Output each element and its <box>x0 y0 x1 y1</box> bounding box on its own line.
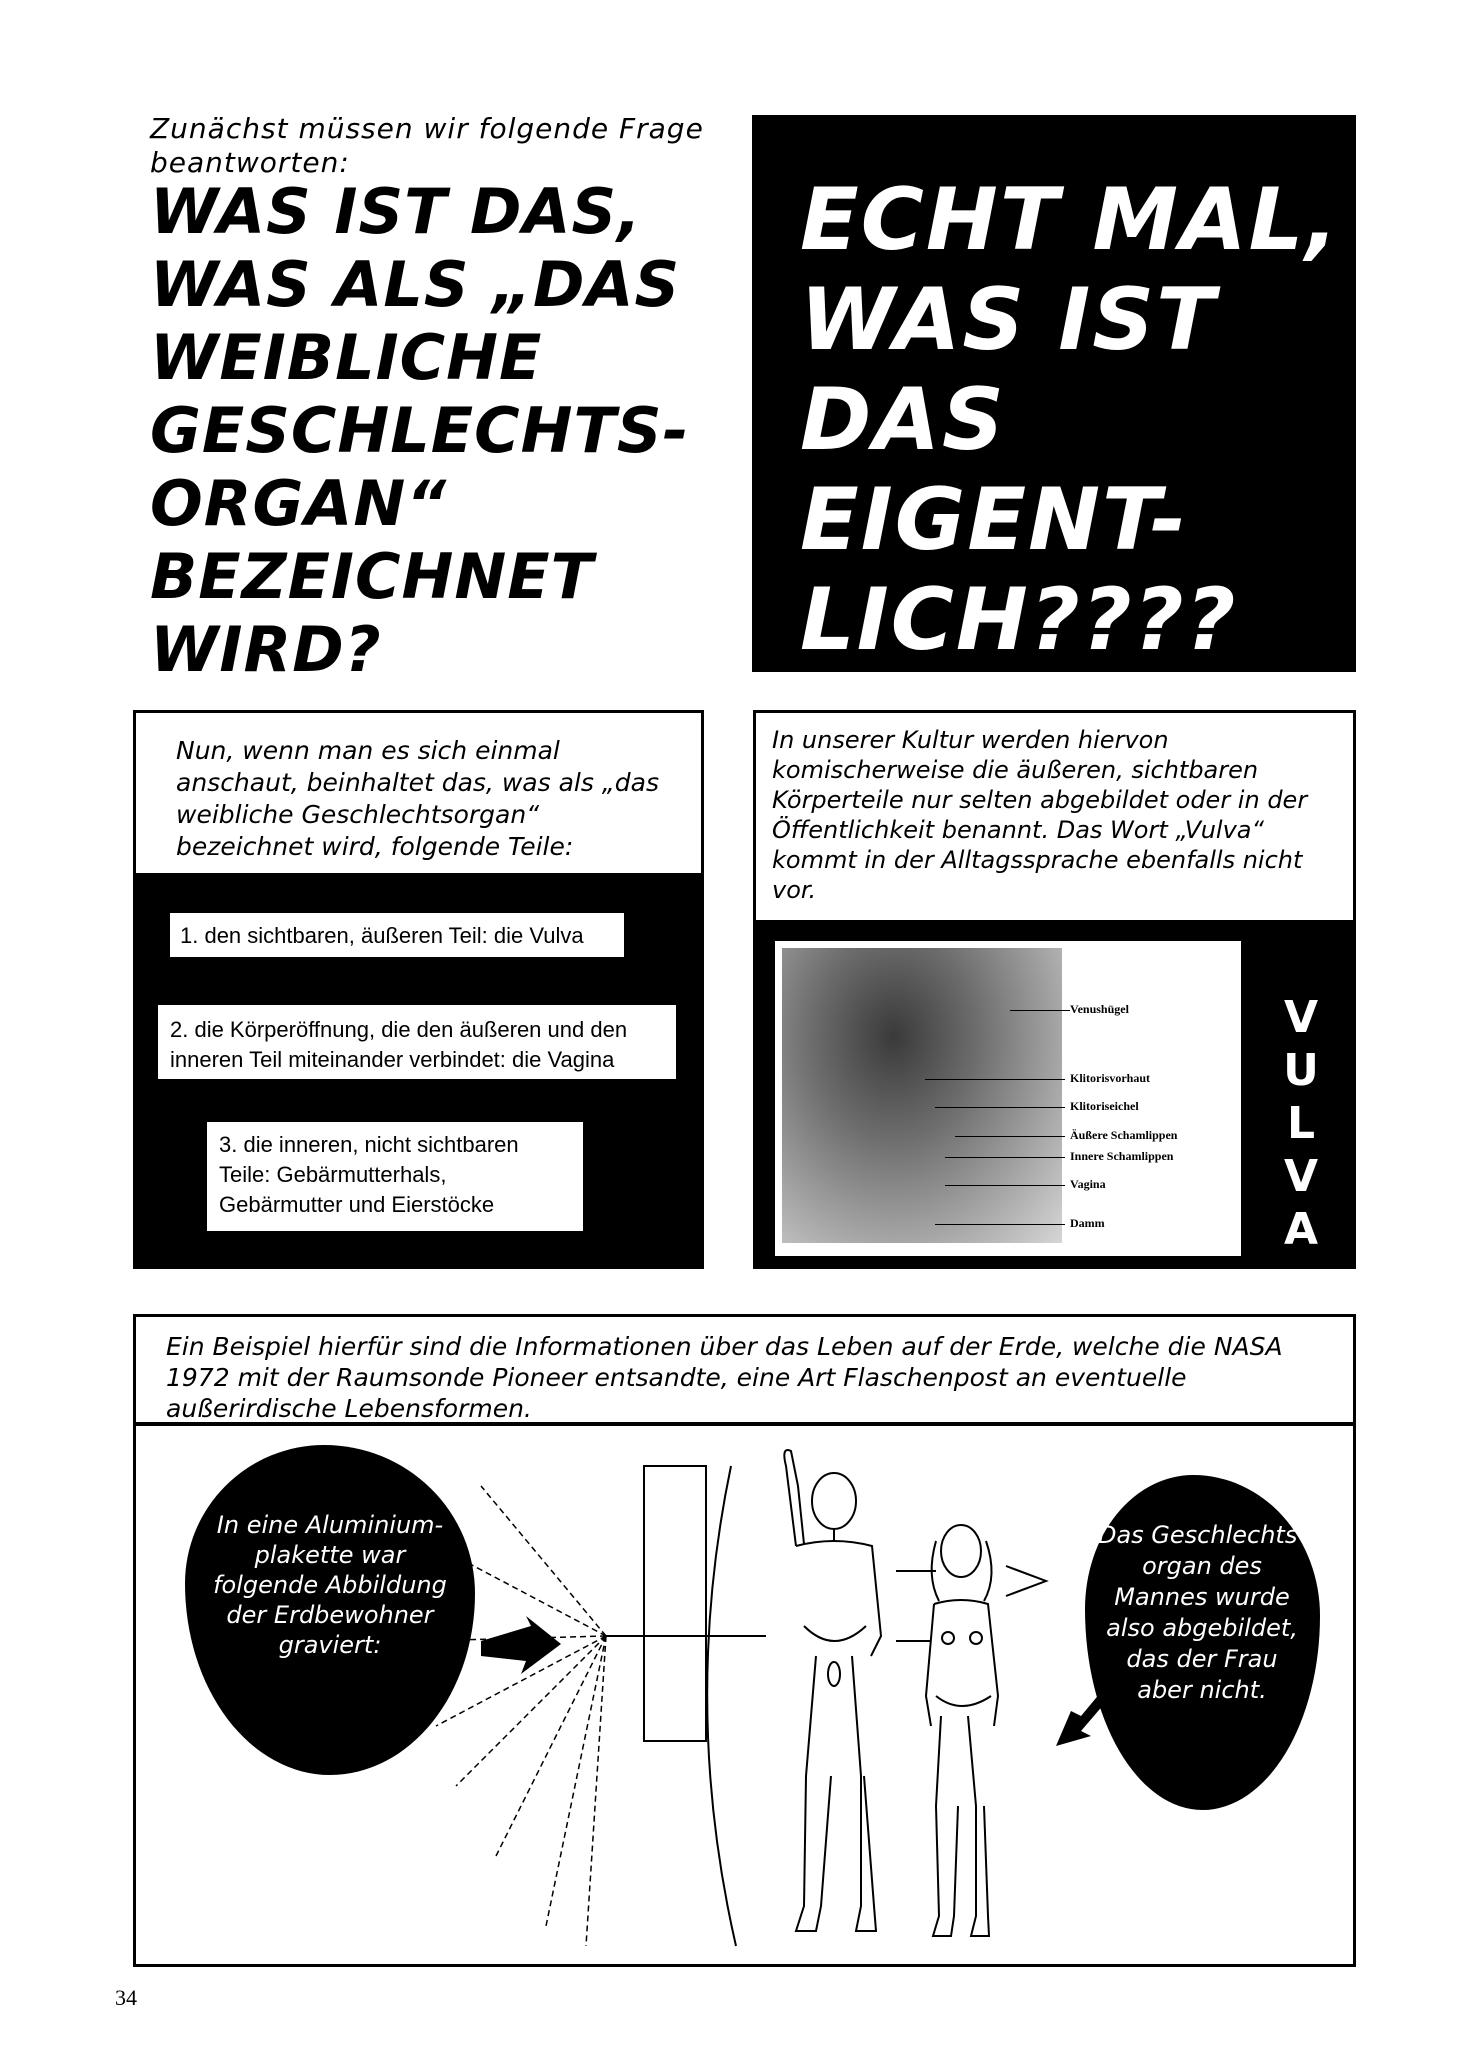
part-item-inner: 3. die inneren, nicht sichtbaren Teile: Gebärmutterhals, Gebärmutter und Eierstöcke <box>205 1120 585 1233</box>
vulva-letter-u: U <box>1283 1045 1319 1096</box>
vulva-letter-v1: V <box>1283 992 1319 1043</box>
label-line <box>955 1136 1065 1137</box>
label-klitoriseichel: Klitoriseichel <box>1070 1099 1139 1113</box>
label-line <box>945 1185 1065 1186</box>
label-klitorisvorhaut: Klitorisvorhaut <box>1070 1071 1150 1085</box>
label-line <box>925 1079 1065 1080</box>
label-aeussere-schamlippen: Äußere Schamlippen <box>1070 1128 1178 1142</box>
label-venushuegel: Venushügel <box>1070 1002 1129 1016</box>
label-vagina: Vagina <box>1070 1177 1106 1191</box>
part-item-vulva: 1. den sichtbaren, äußeren Teil: die Vulva <box>168 911 626 959</box>
vulva-letter-l: L <box>1286 1098 1316 1149</box>
speech-bubble-right-text: Das Geschlechts-organ des Mannes wurde also abgebildet, das der Frau aber nicht. <box>1097 1521 1306 1704</box>
label-line <box>935 1107 1065 1108</box>
label-damm: Damm <box>1070 1216 1105 1230</box>
caption-bottom: Ein Beispiel hierfür sind die Informationen über das Leben auf der Erde, welche die NASA 1972 mit der Raumsonde Pioneer entsandte, eine Art Flaschenpost an eventuelle außerirdische Lebensformen. <box>133 1314 1356 1425</box>
echt-panel-text: ECHT MAL, WAS IST DAS EIGENT-LICH???? <box>800 170 1341 670</box>
main-question: WAS IST DAS, WAS ALS „DAS WEIBLICHE GESCHLECHTS-ORGAN“ BEZEICHNET WIRD? <box>150 175 690 686</box>
page-number: 34 <box>115 1985 137 2010</box>
label-line <box>1010 1010 1070 1011</box>
caption-left: Nun, wenn man es sich einmal anschaut, beinhaltet das, was als „das weibliche Geschlechtsorgan“ bezeichnet wird, folgende Teile: <box>133 710 704 876</box>
vulva-letter-v2: V <box>1283 1151 1319 1202</box>
caption-right: In unserer Kultur werden hiervon komischerweise die äußeren, sichtbaren Körperteile nur selten abgebildet oder in der Öffentlichkeit benannt. Das Wort „Vulva“ kommt in der Alltagssprache ebenfalls nicht vor. <box>753 710 1356 923</box>
speech-bubble-left-text: In eine Aluminium-plakette war folgende Abbildung der Erdbewohner graviert: <box>213 1511 447 1659</box>
part-item-vagina: 2. die Körperöffnung, die den äußeren und den inneren Teil miteinander verbindet: die Vagina <box>156 1003 678 1081</box>
vulva-letter-a: A <box>1283 1204 1319 1255</box>
intro-line: Zunächst müssen wir folgende Frage beantworten: <box>150 112 704 179</box>
label-line <box>945 1157 1065 1158</box>
label-innere-schamlippen: Innere Schamlippen <box>1070 1149 1174 1163</box>
vulva-photo <box>782 948 1062 1243</box>
label-line <box>935 1224 1065 1225</box>
